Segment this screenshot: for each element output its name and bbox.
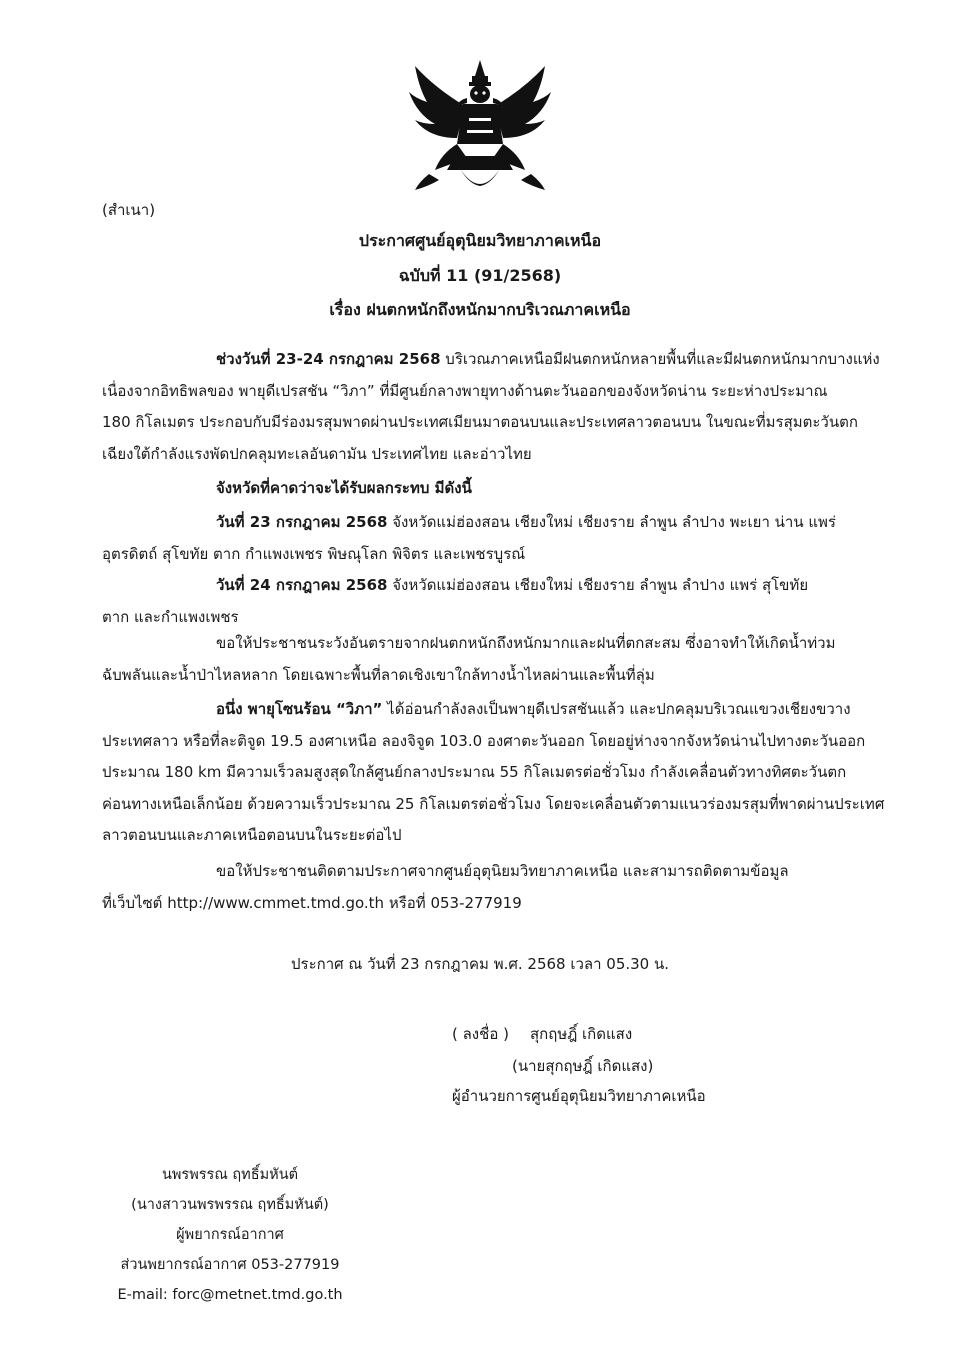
affected-heading <box>102 473 910 505</box>
text-line: ได้อ่อนกำลังลงเป็นพายุดีเปรสชันแล้ว และปกคลุมบริเวณแขวงเชียงขวาง <box>382 700 851 718</box>
announcement-date: ประกาศ ณ วันที่ 23 กรกฎาคม พ.ศ. 2568 เวลา 05.30 น. <box>290 955 670 973</box>
text-line: ประมาณ 180 km มีความเร็วลมสูงสุดใกล้ศูนย์กลางประมาณ 55 กิโลเมตรต่อชั่วโมง กำลังเคลื่อนตัวทางทิศตะวันตก <box>102 763 847 781</box>
garuda-emblem-icon <box>405 58 555 198</box>
text-line: อุตรดิตถ์ สุโขทัย ตาก กำแพงเพชร พิษณุโลก พิจิตร และเพชรบูรณ์ <box>102 544 526 563</box>
text-line: เฉียงใต้กำลังแรงพัดปกคลุมทะเลอันดามัน ประเทศไทย และอ่าวไทย <box>102 444 532 463</box>
signatory-full-name: (นายสุกฤษฎิ์ เกิดแสง) <box>512 1057 654 1075</box>
signatory-position: ผู้อำนวยการศูนย์อุตุนิยมวิทยาภาคเหนือ <box>452 1087 706 1105</box>
text-line: จังหวัดแม่ฮ่องสอน เชียงใหม่ เชียงราย ลำพูน ลำปาง แพร่ สุโขทัย <box>387 576 809 594</box>
forecast-department: ส่วนพยากรณ์อากาศ 053-277919 <box>120 1257 340 1273</box>
contact-email: E-mail: forc@metnet.tmd.go.th <box>117 1287 343 1303</box>
signed-label: ( ลงชื่อ ) <box>452 1025 509 1043</box>
text-line: ประเทศลาว หรือที่ละติจูด 19.5 องศาเหนือ ลองจิจูด 103.0 องศาตะวันออก โดยอยู่ห่างจากจังหวัดน่านไปทางตะวันออก <box>102 731 866 750</box>
forecaster-contact <box>100 1160 360 1310</box>
text-line: เนื่องจากอิทธิพลของ พายุดีเปรสชัน “วิภา” ที่มีศูนย์กลางพายุทางด้านตะวันออกของจังหวัดน่าน ระยะห่างประมาณ <box>102 381 828 400</box>
storm-lead: อนึ่ง พายุโซนร้อน “วิภา” <box>216 700 383 718</box>
forecaster-name: นพรพรรณ ฤทธิ์มหันต์ <box>161 1167 299 1183</box>
text-line: ที่เว็บไซต์ http://www.cmmet.tmd.go.th หรือที่ 053-277919 <box>102 893 522 912</box>
paragraph-follow <box>102 856 910 919</box>
issue-number: ฉบับที่ 11 (91/2568) <box>398 266 562 285</box>
text-line: 180 กิโลเมตร ประกอบกับมีร่องมรสุมพาดผ่านประเทศเมียนมาตอนบนและประเทศลาวตอนบน ในขณะที่มรสุมตะวันตก <box>102 413 858 431</box>
forecaster-role: ผู้พยากรณ์อากาศ <box>176 1227 284 1243</box>
text-line: ค่อนทางเหนือเล็กน้อย ด้วยความเร็วประมาณ 25 กิโลเมตรต่อชั่วโมง โดยจะเคลื่อนตัวตามแนวร่องมรสุมที่พาดผ่านประเทศ <box>102 794 885 813</box>
affected-heading-text: จังหวัดที่คาดว่าจะได้รับผลกระทบ มีดังนี้ <box>216 479 472 497</box>
text-line: จังหวัดแม่ฮ่องสอน เชียงใหม่ เชียงราย ลำพูน ลำปาง พะเยา น่าน แพร่ <box>387 513 836 531</box>
day2-date: วันที่ 24 กรกฎาคม 2568 <box>216 576 388 594</box>
day1-date: วันที่ 23 กรกฎาคม 2568 <box>216 513 388 531</box>
copy-mark: (สำเนา) <box>102 201 156 219</box>
text-line: ตาก และกำแพงเพชร <box>102 607 239 626</box>
text-line: ลาวตอนบนและภาคเหนือตอนบนในระยะต่อไป <box>102 826 402 844</box>
period-lead: ช่วงวันที่ 23-24 กรกฎาคม 2568 <box>216 350 441 368</box>
paragraph-day1 <box>102 507 910 570</box>
forecaster-full-name: (นางสาวนพรพรรณ ฤทธิ์มหันต์) <box>131 1197 329 1213</box>
text-line: ฉับพลันและน้ำป่าไหลหลาก โดยเฉพาะพื้นที่ลาดเชิงเขาใกล้ทางน้ำไหลผ่านและพื้นที่ลุ่ม <box>102 665 655 684</box>
paragraph-warning <box>102 628 910 691</box>
text-line: ขอให้ประชาชนระวังอันตรายจากฝนตกหนักถึงหนักมากและฝนที่ตกสะสม ซึ่งอาจทำให้เกิดน้ำท่วม <box>216 634 836 652</box>
signed-name: สุกฤษฎิ์ เกิดแสง <box>530 1025 633 1043</box>
paragraph-storm <box>102 694 910 852</box>
text-line: บริเวณภาคเหนือมีฝนตกหนักหลายพื้นที่และมีฝนตกหนักมากบางแห่ง <box>440 350 880 368</box>
text-line: ขอให้ประชาชนติดตามประกาศจากศูนย์อุตุนิยมวิทยาภาคเหนือ และสามารถติดตามข้อมูล <box>216 862 789 880</box>
paragraph-day2 <box>102 570 910 633</box>
paragraph-situation <box>102 344 910 470</box>
page-title: ประกาศศูนย์อุตุนิยมวิทยาภาคเหนือ <box>358 231 602 250</box>
subject-line: เรื่อง ฝนตกหนักถึงหนักมากบริเวณภาคเหนือ <box>329 300 631 319</box>
